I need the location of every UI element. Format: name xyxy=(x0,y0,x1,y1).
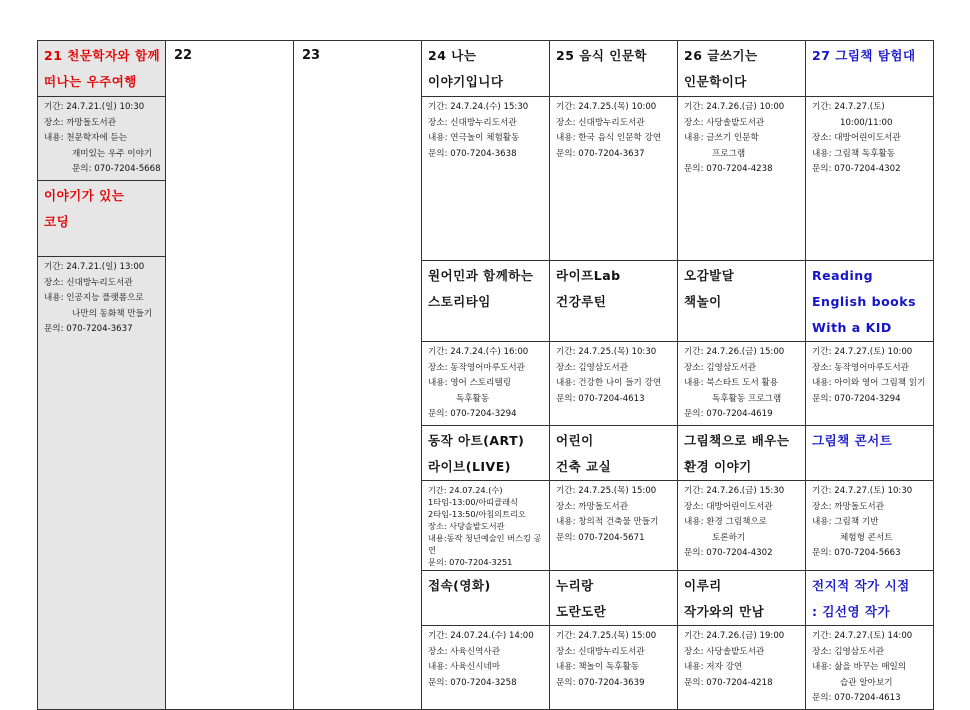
event-content-cont: 독후활동 프로그램 xyxy=(712,393,782,404)
event-period: 기간: 24.7.26.(금) 15:30 xyxy=(684,485,785,496)
event-contact: 문의: 070-7204-4613 xyxy=(812,693,901,704)
event-content-cont: 토론하기 xyxy=(712,532,746,543)
event-content-cont: 독후활동 xyxy=(456,393,490,404)
event-content-cont: 프로그램 xyxy=(712,148,746,159)
event-info xyxy=(422,97,549,164)
event-place: 장소: 김영삼도서관 xyxy=(812,646,885,657)
event-period: 기간: 24.7.24.(수) 16:00 xyxy=(428,346,529,357)
thu-info-cell-2 xyxy=(550,341,678,425)
event-contact: 문의: 070-7204-4302 xyxy=(684,548,773,559)
event-title: 24 나는 이야기입니다 xyxy=(428,48,504,89)
sun-title-cell-1 xyxy=(38,41,166,97)
event-contact: 문의: 070-7204-4302 xyxy=(812,164,901,175)
event-contact: 문의: 070-7204-3637 xyxy=(44,324,133,335)
day-number: 22 xyxy=(174,48,193,63)
event-title: 누리랑 도란도란 xyxy=(556,577,607,619)
thu-title-cell-1 xyxy=(550,41,678,97)
event-info xyxy=(550,481,677,548)
event-title: 오감발달 책놀이 xyxy=(684,267,735,309)
event-contact: 문의: 070-7204-4613 xyxy=(556,393,645,404)
wed-title-cell-2 xyxy=(422,260,550,341)
event-period: 기간: 24.7.25.(목) 15:00 xyxy=(556,630,657,641)
fri-title-cell-2 xyxy=(678,260,806,341)
day-number: 23 xyxy=(302,48,321,63)
event-info xyxy=(422,626,549,693)
event-title: 27 그림책 탐험대 xyxy=(812,48,916,63)
event-title: 이야기가 있는 코딩 xyxy=(44,187,125,229)
event-session-1: 1타임-13:00/아띠클래식 xyxy=(428,496,518,507)
thu-title-cell-4 xyxy=(550,570,678,625)
event-place: 장소: 사육신역사관 xyxy=(428,646,501,657)
event-content: 내용: 인공지능 플랫폼으로 xyxy=(44,293,144,304)
sat-title-cell-2 xyxy=(806,260,934,341)
event-session-2: 2타임-13:50/아침의트리오 xyxy=(428,508,526,519)
event-content: 내용: 건강한 나이 들기 강연 xyxy=(556,378,662,389)
event-content-cont: 재미있는 우주 이야기 xyxy=(72,148,153,159)
thu-info-cell-3 xyxy=(550,480,678,570)
event-content-cont: 체험형 콘서트 xyxy=(840,532,893,543)
event-contact: 문의: 070-7204-3294 xyxy=(812,393,901,404)
event-place: 장소: 사당솔밭도서관 xyxy=(684,117,765,128)
event-content-cont: 나만의 동화책 만들기 xyxy=(72,308,153,319)
event-content: 내용: 창의적 건축물 만들기 xyxy=(556,517,659,528)
event-info xyxy=(678,97,805,180)
event-info xyxy=(678,626,805,693)
event-contact: 문의: 070-7204-3251 xyxy=(428,556,513,567)
event-period: 기간: 24.7.21.(일) 10:30 xyxy=(44,102,145,112)
event-contact: 문의: 070-7204-4619 xyxy=(684,409,773,420)
event-period: 기간: 24.07.24.(수) xyxy=(428,484,503,495)
event-info xyxy=(550,342,677,409)
event-period: 기간: 24.7.24.(수) 15:30 xyxy=(428,102,529,112)
event-title: 이루리 작가와의 만남 xyxy=(684,577,765,619)
fri-info-cell-2 xyxy=(678,341,806,425)
event-contact: 문의: 070-7204-4238 xyxy=(684,164,773,175)
event-content: 내용: 그림책 기반 xyxy=(812,517,879,528)
event-title: 그림책 콘서트 xyxy=(812,432,893,448)
fri-info-cell-3 xyxy=(678,480,806,570)
event-info xyxy=(806,97,933,180)
sat-info-cell-2 xyxy=(806,341,934,425)
event-info xyxy=(678,481,805,564)
event-period: 기간: 24.7.25.(목) 10:00 xyxy=(556,102,657,112)
thu-info-cell-4 xyxy=(550,625,678,709)
event-title: 원어민과 함께하는 스토리타임 xyxy=(428,267,534,309)
event-content-cont: 습관 알아보기 xyxy=(840,677,893,688)
event-period: 기간: 24.7.26.(금) 15:00 xyxy=(684,346,785,357)
fri-info-cell-4 xyxy=(678,625,806,709)
day-23-cell xyxy=(294,41,422,710)
event-place: 장소: 신대방누리도서관 xyxy=(556,646,645,657)
event-contact: 문의: 070-7204-4218 xyxy=(684,677,773,688)
event-title: 21 천문학자와 함께 떠나는 우주여행 xyxy=(44,48,161,89)
event-contact: 문의: 070-7204-3639 xyxy=(556,677,645,688)
event-place: 장소: 사당솔밭도서관 xyxy=(428,520,505,531)
event-content: 내용: 글쓰기 인문학 xyxy=(684,133,759,144)
event-title: 접속(영화) xyxy=(428,577,491,593)
event-contact: 문의: 070-7204-3638 xyxy=(428,148,517,159)
event-place: 장소: 동작영어마루도서관 xyxy=(812,362,909,373)
event-place: 장소: 사당솔밭도서관 xyxy=(684,646,765,657)
event-period-cont: 10:00/11:00 xyxy=(840,117,893,128)
event-period: 기간: 24.7.27.(토) xyxy=(812,102,885,112)
wed-info-cell-2 xyxy=(422,341,550,425)
event-place: 장소: 신대방누리도서관 xyxy=(428,117,517,128)
event-place: 장소: 김영삼도서관 xyxy=(556,362,629,373)
event-period: 기간: 24.7.25.(목) 15:00 xyxy=(556,485,657,496)
event-title: 26 글쓰기는 인문학이다 xyxy=(684,48,758,89)
sun-info-cell-2 xyxy=(38,256,166,709)
event-period: 기간: 24.7.26.(금) 10:00 xyxy=(684,102,785,112)
sat-info-cell-4 xyxy=(806,625,934,709)
event-contact: 문의: 070-7204-3294 xyxy=(428,409,517,420)
event-period: 기간: 24.7.27.(토) 10:00 xyxy=(812,346,913,357)
wed-info-cell-3 xyxy=(422,480,550,570)
event-title: 그림책으로 배우는 환경 이야기 xyxy=(684,432,790,474)
wed-title-cell-1 xyxy=(422,41,550,97)
event-contact: 문의: 070-7204-3258 xyxy=(428,677,517,688)
sat-title-cell-4 xyxy=(806,570,934,625)
event-place: 장소: 신대방누리도서관 xyxy=(556,117,645,128)
event-content: 내용: 천문학자에 듣는 xyxy=(44,133,128,144)
event-content: 내용: 연극놀이 체험활동 xyxy=(428,133,520,144)
fri-title-cell-3 xyxy=(678,425,806,480)
day-22-cell xyxy=(166,41,294,710)
event-info xyxy=(422,481,549,570)
event-content: 내용: 영어 스토리텔링 xyxy=(428,378,512,389)
event-period: 기간: 24.7.25.(목) 10:30 xyxy=(556,346,657,357)
event-contact: 문의: 070-7204-5671 xyxy=(556,532,645,543)
event-period: 기간: 24.7.26.(금) 19:00 xyxy=(684,630,785,641)
event-place: 장소: 대방어린이도서관 xyxy=(684,501,773,512)
event-content: 내용:동작 청년예술인 버스킹 공연 xyxy=(428,532,542,555)
event-content: 내용: 환경 그림책으로 xyxy=(684,517,768,528)
event-place: 장소: 까망돌도서관 xyxy=(812,501,885,512)
thu-info-cell-1 xyxy=(550,97,678,261)
event-period: 기간: 24.7.27.(토) 14:00 xyxy=(812,630,913,641)
fri-title-cell-4 xyxy=(678,570,806,625)
event-period: 기간: 24.7.27.(토) 10:30 xyxy=(812,485,913,496)
event-content: 내용: 한국 음식 인문학 강연 xyxy=(556,133,662,144)
fri-info-cell-1 xyxy=(678,97,806,261)
event-info xyxy=(422,342,549,425)
event-title: 전지적 작가 시점 : 김선영 작가 xyxy=(812,577,910,619)
event-title: 라이프Lab 건강루틴 xyxy=(556,267,621,309)
event-place: 장소: 까망돌도서관 xyxy=(44,117,117,128)
event-info xyxy=(38,257,165,340)
sat-info-cell-1 xyxy=(806,97,934,261)
event-place: 장소: 신대방누리도서관 xyxy=(44,277,133,288)
event-info xyxy=(806,481,933,564)
event-info xyxy=(678,342,805,425)
event-title: 25 음식 인문학 xyxy=(556,48,647,63)
event-content: 내용: 북스타트 도서 활용 xyxy=(684,378,779,389)
event-period: 기간: 24.7.21.(일) 13:00 xyxy=(44,261,145,272)
event-info xyxy=(550,626,677,693)
event-place: 장소: 김영삼도서관 xyxy=(684,362,757,373)
event-title: 어린이 건축 교실 xyxy=(556,432,612,474)
event-content: 내용: 삶을 바꾸는 매일의 xyxy=(812,662,907,673)
event-content: 내용: 저자 강연 xyxy=(684,662,743,673)
event-contact: 문의: 070-7204-3637 xyxy=(556,148,645,159)
wed-title-cell-4 xyxy=(422,570,550,625)
fri-title-cell-1 xyxy=(678,41,806,97)
wed-title-cell-3 xyxy=(422,425,550,480)
event-place: 장소: 대방어린이도서관 xyxy=(812,133,901,144)
event-contact: 문의: 070-7204-5668 xyxy=(72,164,161,175)
event-content: 내용: 아이와 영어 그림책 읽기 xyxy=(812,378,926,389)
event-info xyxy=(550,97,677,164)
thu-title-cell-2 xyxy=(550,260,678,341)
event-place: 장소: 까망돌도서관 xyxy=(556,501,629,512)
wed-info-cell-1 xyxy=(422,97,550,261)
event-info xyxy=(806,342,933,409)
event-content: 내용: 그림책 독후활동 xyxy=(812,148,896,159)
sun-title-cell-2 xyxy=(38,180,166,256)
sat-title-cell-3 xyxy=(806,425,934,480)
event-title: Reading English books With a KID xyxy=(812,267,917,335)
thu-title-cell-3 xyxy=(550,425,678,480)
event-period: 기간: 24.07.24.(수) 14:00 xyxy=(428,630,534,641)
sat-title-cell-1 xyxy=(806,41,934,97)
event-content: 내용: 책놀이 독후활동 xyxy=(556,662,640,673)
event-title: 동작 아트(ART) 라이브(LIVE) xyxy=(428,432,525,474)
event-info xyxy=(38,97,165,180)
sat-info-cell-3 xyxy=(806,480,934,570)
event-info xyxy=(806,626,933,709)
calendar-table xyxy=(37,40,934,710)
event-content: 내용: 사육신시네마 xyxy=(428,662,501,673)
wed-info-cell-4 xyxy=(422,625,550,709)
event-contact: 문의: 070-7204-5663 xyxy=(812,548,901,559)
event-place: 장소: 동작영어마루도서관 xyxy=(428,362,525,373)
sun-info-cell-1 xyxy=(38,97,166,181)
